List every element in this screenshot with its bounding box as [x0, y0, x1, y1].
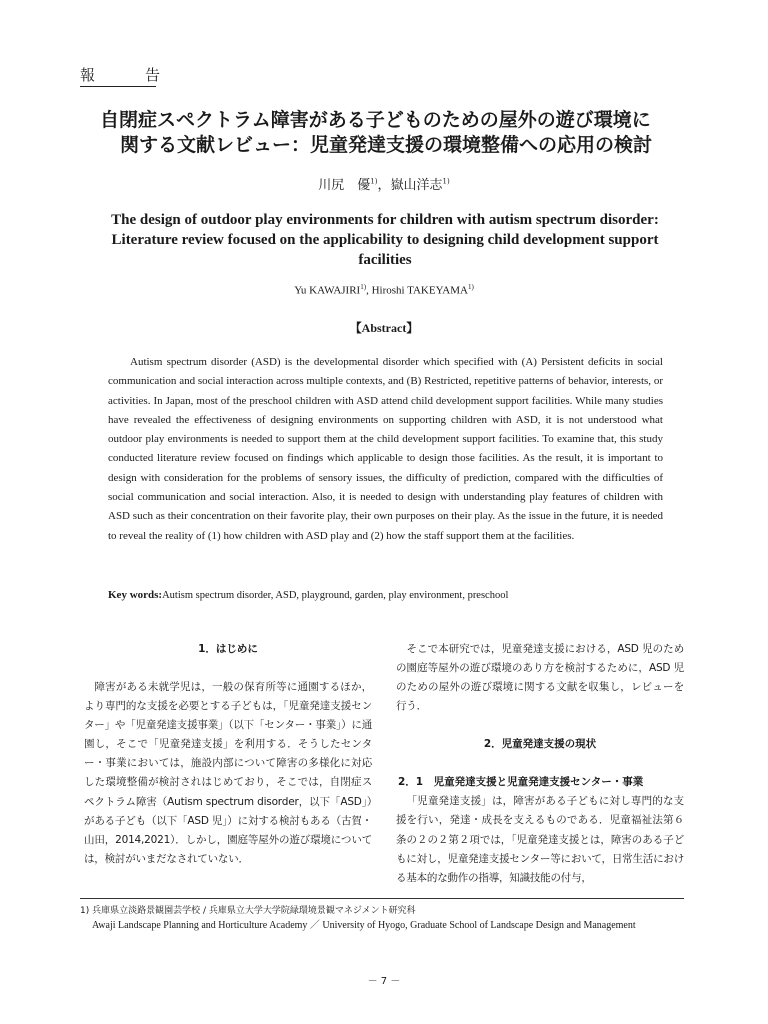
footnote — [80, 905, 686, 932]
footnote-affiliation-jp: 1) 兵庫県立淡路景観園芸学校 / 兵庫県立大学大学院緑環境景観マネジメント研究科 — [80, 906, 416, 916]
english-author-1-affiliation: 1) — [360, 283, 367, 291]
report-label — [80, 64, 160, 85]
japanese-author-separator: ， — [377, 178, 391, 193]
japanese-title-line-1: 自閉症スペクトラム障害がある子どものための屋外の遊び環境に — [100, 109, 651, 131]
abstract-body: Autism spectrum disorder (ASD) is the developmental disorder which specified with (A) Persistent deficits in social communication and social interaction across multiple contexts, and (B) Restricted, repetitive patterns of behavior, interests, or activities. In Japan, most of the preschool children with ASD attend child development support facilities. While many studies have revealed the effectiveness of designing environments on supporting children with ASD, it is not understood what outdoor play environments is needed to support them at the child development support facilities. To examine that, this study conducted literature review focused on findings which applicable to design those facilities. As the result, it is important to design with consideration for the problems of sensory issues, the difficulty of prediction, compared with the difficulties of social communication and social interaction. Also, it is needed to design with understanding play features of children with ASD such as their concentration on their favorite play, their own purposes on their play. As the issue in the future, it is needed to reveal the reality of (1) how children with ASD play and (2) how the staff support them at the facilities. — [108, 356, 663, 542]
footnote-affiliation-en: Awaji Landscape Planning and Horticulture Academy ／ University of Hyogo, Graduate School of Landscape Design and Management — [92, 919, 636, 931]
footnote-divider — [80, 898, 684, 899]
japanese-title-line-2: 関する文献レビュー：児童発達支援の環境整備への応用の検討 — [120, 134, 653, 156]
report-label-underline — [80, 86, 156, 87]
japanese-author-2-affiliation: 1) — [442, 177, 450, 186]
section-1-heading: 1．はじめに — [198, 643, 258, 655]
subsection-2-1-heading: 2．1 児童発達支援と児童発達支援センター・事業 — [398, 776, 644, 789]
keywords — [108, 589, 668, 601]
english-author-1: Yu KAWAJIRI — [294, 284, 361, 297]
right-column — [396, 640, 684, 888]
left-column — [84, 640, 372, 869]
english-author-2: Hiroshi TAKEYAMA — [371, 284, 468, 297]
keywords-label: Key words: — [108, 589, 163, 601]
keywords-text: Autism spectrum disorder, ASD, playground, garden, play environment, preschool — [162, 590, 509, 601]
english-title: The design of outdoor play environments for children with autism spectrum disorder: Literature review focused on the applicability to designing child development support facilities — [111, 212, 659, 268]
section-2-heading: 2．児童発達支援の現状 — [483, 738, 597, 751]
intro-paragraph: 障害がある未就学児は，一般の保育所等に通園するほか，より専門的な支援を必要とする子どもは，「児童発達支援センター」や「児童発達支援事業」（以下「センター・事業」）に通園し，そこで「児童発達支援」を利用する．そうしたセンター・事業においては，施設内部について障害の多様化に対応した環境整備が検討されはじめており，そこでは，自閉症スペクトラム障害（Autism spectrum disorder，以下「ASD」）がある子ども（以下「ASD 児」）に対する検討もある（古賀・山田，2014,2021）．しかし，園庭等屋外の遊び環境については，検討がいまだなされていない． — [84, 681, 372, 865]
spacer — [396, 716, 684, 735]
page-number: － 7 － — [367, 976, 401, 987]
japanese-author-1: 川尻 優 — [318, 178, 371, 193]
report-label-char-2: 告 — [144, 66, 160, 84]
japanese-author-1-affiliation: 1) — [370, 177, 378, 186]
english-author-separator: , — [366, 284, 372, 297]
report-label-char-1: 報 — [80, 66, 96, 84]
abstract-heading: 【Abstract】 — [349, 321, 419, 335]
section-2-1-paragraph: 「児童発達支援」は，障害がある子どもに対し専門的な支援を行い，発達・成長を支えるものである．児童福祉法第６条の２の２第２項では，「児童発達支援とは，障害のある子どもに対し，児童発達支援センター等において，日常生活における基本的な動作の指導，知識技能の付与， — [396, 795, 684, 884]
spacer — [396, 754, 684, 773]
japanese-title — [100, 108, 680, 158]
japanese-authors — [0, 174, 768, 193]
spacer — [84, 659, 372, 678]
english-author-2-affiliation: 1) — [467, 283, 474, 291]
english-authors — [0, 283, 768, 297]
japanese-author-2: 嶽山洋志 — [390, 178, 443, 193]
intro-paragraph-continued: そこで本研究では，児童発達支援における，ASD 児のための園庭等屋外の遊び環境のあり方を検討するために，ASD 児のための屋外の遊び環境に関する文献を収集し，レビューを行う． — [396, 643, 684, 713]
